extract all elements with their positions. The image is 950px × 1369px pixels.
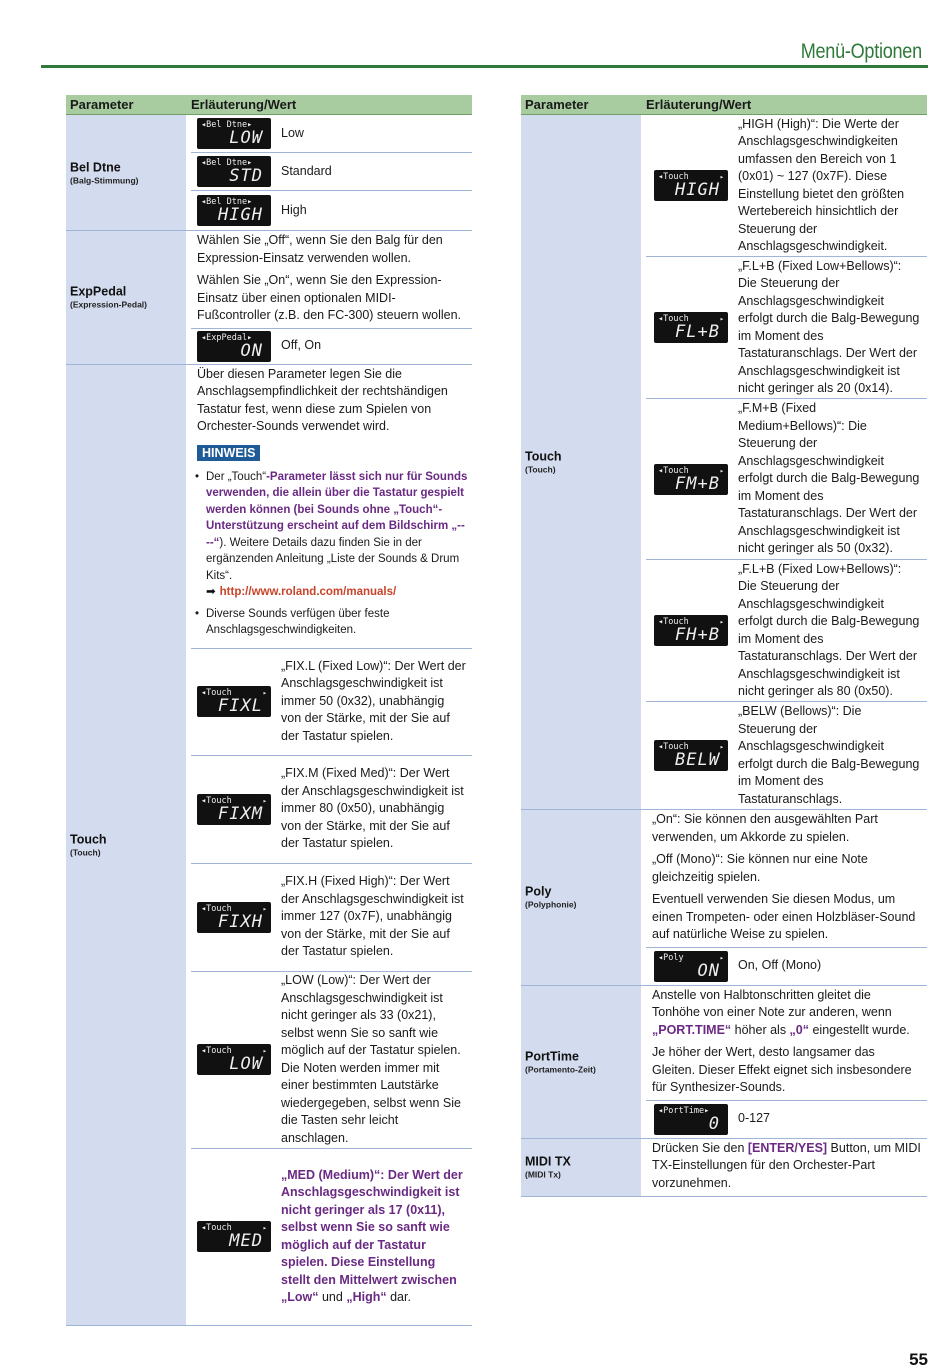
value-text: 0-127	[738, 1111, 770, 1126]
value-row	[646, 702, 927, 809]
description-paragraph: Eventuell verwenden Sie diesen Modus, um einen Trompeten- oder einen Holzbläser-Sound auf natürliche Weise zu spielen.	[652, 892, 916, 941]
param-desc-cell	[646, 986, 927, 1138]
lcd-display: ◂Touch ▸ FIXM	[197, 794, 271, 825]
value-text: „FIX.H (Fixed High)“: Der Wert der Anschlagsgeschwindigkeit ist immer 127 (0x7F), unabhängig von der Stärke, mit der Sie auf der Tastatur spielen.	[281, 874, 464, 959]
lcd-display: ◂Poly ▸ ON	[654, 951, 728, 982]
param-subname: (Balg-Stimmung)	[70, 175, 139, 185]
param-name-cell	[521, 810, 641, 985]
lcd-display: ◂Touch ▸ FH+B	[654, 615, 728, 646]
value-text: „F.L+B (Fixed Low+Bellows)“: Die Steuerung der Anschlagsgeschwindigkeit erfolgt durch die Balg-Bewegung im Moment des Tastaturanschlags. Der Wert der Anschlagsgeschwindigkeit ist nicht geringer als 20 (0x14).	[738, 258, 920, 395]
lcd-display: ◂ExpPedal▸ ON	[197, 331, 271, 362]
value-text: „FIX.M (Fixed Med)“: Der Wert der Anschlagsgeschwindigkeit ist immer 80 (0x50), unabhängig von der Stärke, mit der Sie auf der Tastatur spielen.	[281, 766, 464, 851]
value-row	[191, 972, 472, 1149]
note-item: • Diverse Sounds verfügen über feste Anschlagsgeschwindigkeiten.	[206, 606, 468, 639]
page-header-title: Menü-Optionen	[800, 40, 922, 63]
param-name: Touch	[70, 832, 107, 846]
param-name-cell	[521, 986, 641, 1138]
value-row	[646, 560, 927, 702]
param-subname: (Expression-Pedal)	[70, 299, 147, 310]
param-subname: (Touch)	[525, 464, 556, 475]
description-paragraph: Über diesen Parameter legen Sie die Anschlagsempfindlichkeit der rechtshändigen Tastatur fest, wenn diese zum Spielen von Orchester-Sounds verwendet wird.	[197, 366, 448, 433]
param-row-touch	[66, 365, 472, 1326]
value-row	[191, 115, 472, 153]
lcd-display: ◂Touch ▸ BELW	[654, 740, 728, 771]
param-name: MIDI TX	[525, 1154, 571, 1169]
value-text: „F.M+B (Fixed Medium+Bellows)“: Die Steuerung der Anschlagsgeschwindigkeit erfolgt durch die Balg-Bewegung im Moment des Tastaturanschlags. Der Wert der Anschlagsgeschwindigkeit ist nicht geringer als 50 (0x32).	[738, 401, 920, 556]
value-row	[646, 115, 927, 257]
param-name: Poly	[525, 884, 552, 899]
description-paragraph: „On“: Sie können den ausgewählten Part verwenden, um Akkorde zu spielen.	[652, 812, 878, 844]
param-subname: (MIDI Tx)	[525, 1169, 561, 1180]
description-paragraph: Wählen Sie „On“, wenn Sie den Expression-Einsatz über einen optionalen MIDI-Fußcontroller (z.B. den FC-300) steuern wollen.	[197, 273, 461, 322]
param-desc-cell	[646, 1139, 927, 1197]
lcd-display: ◂Bel Dtne▸ HIGH	[197, 195, 271, 226]
lcd-display: ◂Touch ▸ FIXH	[197, 902, 271, 933]
value-row	[646, 399, 927, 560]
header-parameter: Parameter	[525, 97, 589, 112]
value-row	[191, 153, 472, 191]
lcd-display: ◂Touch ▸ FL+B	[654, 312, 728, 343]
lcd-display: ◂PortTime▸ 0	[654, 1104, 728, 1135]
value-text: „LOW (Low)“: Der Wert der Anschlagsgeschwindigkeit ist nicht geringer als 33 (0x21), selbst wenn Sie so sanft wie möglich auf der Tastatur spielen. Die Noten werden immer mit einer bestimmten Lautstärke wiedergegeben, selbst wenn Sie die Tasten sehr leicht anschlagen.	[281, 973, 461, 1145]
param-name: Touch	[525, 449, 562, 464]
value-row	[191, 1149, 472, 1325]
description-block	[191, 365, 472, 649]
description-paragraph: „Off (Mono)“: Sie können nur eine Note gleichzeitig spielen.	[652, 852, 868, 884]
param-row-exppedal	[66, 231, 472, 365]
value-row	[191, 329, 472, 364]
lcd-display: ◂Bel Dtne▸ LOW	[197, 118, 271, 149]
param-row-midi-tx	[521, 1139, 927, 1198]
left-parameter-table	[66, 95, 472, 1326]
lcd-display: ◂Touch ▸ FM+B	[654, 464, 728, 495]
right-parameter-table	[521, 95, 927, 1197]
value-text: High	[281, 202, 307, 217]
value-row	[646, 1101, 927, 1138]
param-name: ExpPedal	[70, 284, 127, 299]
table-header	[521, 95, 927, 115]
lcd-display: ◂Touch ▸ HIGH	[654, 170, 728, 201]
param-row-porttime	[521, 986, 927, 1139]
param-desc-cell	[646, 115, 927, 809]
table-header	[66, 95, 472, 115]
param-name: PortTime	[525, 1049, 579, 1063]
page-number: 55	[909, 1350, 928, 1369]
header-parameter: Parameter	[70, 97, 134, 112]
description-block	[646, 986, 927, 1101]
param-name-cell	[521, 115, 641, 809]
value-row	[646, 257, 927, 399]
description-block	[191, 231, 472, 329]
value-row	[191, 191, 472, 230]
param-name-cell	[66, 231, 186, 364]
param-row-poly	[521, 810, 927, 986]
description-paragraph: Je höher der Wert, desto langsamer das Gleiten. Dieser Effekt eignet sich insbesondere für Synthesizer-Sounds.	[652, 1045, 912, 1094]
param-row-bel-dtne	[66, 115, 472, 231]
header-description: Erläuterung/Wert	[646, 97, 752, 112]
value-text: Standard	[281, 163, 332, 178]
param-subname: (Polyphonie)	[525, 899, 577, 910]
notes-list	[196, 469, 472, 648]
arrow-right-icon: ➡	[206, 586, 216, 598]
value-text: Off, On	[281, 338, 322, 353]
param-name: Bel Dtne	[70, 160, 121, 174]
value-row	[191, 864, 472, 972]
value-text: „BELW (Bellows)“: Die Steuerung der Anschlagsgeschwindigkeit erfolgt durch die Balg-Bewegung im Moment des Tastaturanschlags.	[738, 704, 920, 806]
description-paragraph: Drücken Sie den [ENTER/YES] Button, um MIDI TX-Einstellungen für den Orchester-Part vorzunehmen.	[652, 1140, 921, 1190]
lcd-display: ◂Touch ▸ LOW	[197, 1044, 271, 1075]
header-rule	[41, 65, 928, 68]
lcd-display: ◂Touch ▸ FIXL	[197, 686, 271, 717]
value-row	[191, 649, 472, 756]
param-desc-cell	[191, 231, 472, 364]
lcd-display: ◂Touch ▸ MED	[197, 1221, 271, 1252]
value-text: „HIGH (High)“: Die Werte der Anschlagsgeschwindigkeiten umfassen den Bereich von 1 (0x01) ~ 127 (0x7F). Diese Einstellung bietet den größten Wertebereich hinsichtlich der Steuerung der Anschlagsgeschwindigkeit.	[738, 116, 905, 253]
value-text: On, Off (Mono)	[738, 958, 822, 973]
description-paragraph: Wählen Sie „Off“, wenn Sie den Balg für den Expression-Einsatz verwenden wollen.	[197, 233, 443, 265]
lcd-display: ◂Bel Dtne▸ STD	[197, 156, 271, 187]
hinweis-badge: HINWEIS	[197, 445, 260, 461]
note-item: • Der „Touch“-Parameter lässt sich nur für Sounds verwenden, die allein über die Tastatur gespielt werden können (bei Sounds ohne „Touch“-Unterstützung erscheint auf dem Bildschirm „----“). Weitere Details dazu finden Sie in der ergänzenden Anleitung „Liste der Sounds & Drum Kits“. ➡ http://www.roland.com/manuals/	[206, 469, 468, 601]
description-block	[646, 810, 927, 948]
header-description: Erläuterung/Wert	[191, 97, 297, 112]
value-row	[646, 948, 927, 985]
value-text: Low	[281, 125, 304, 140]
description-paragraph: Anstelle von Halbtonschritten gleitet die Tonhöhe von einer Note zur anderen, wenn „PORT.TIME“ höher als „0“ eingestellt wurde.	[652, 987, 910, 1037]
param-name-cell	[66, 115, 186, 230]
value-row	[191, 756, 472, 864]
value-text: „FIX.L (Fixed Low)“: Der Wert der Anschlagsgeschwindigkeit ist immer 50 (0x32), unabhängig von der Stärke, mit der Sie auf der Tastatur spielen.	[281, 658, 466, 743]
manuals-link[interactable]: http://www.roland.com/manuals/	[219, 586, 397, 598]
param-name-cell	[66, 365, 186, 1325]
value-text: „MED (Medium)“: Der Wert der Anschlagsgeschwindigkeit ist nicht geringer als 17 (0x11), selbst wenn Sie so sanft wie möglich auf der Tastatur spielen. Diese Einstellung stellt den Mittelwert zwischen „Low“ und „High“ dar.	[281, 1167, 463, 1304]
param-desc-cell	[191, 115, 472, 230]
param-subname: (Touch)	[70, 847, 101, 857]
param-row-touch	[521, 115, 927, 810]
param-desc-cell	[191, 365, 472, 1325]
param-desc-cell	[646, 810, 927, 985]
param-name-cell	[521, 1139, 641, 1197]
value-text: „F.L+B (Fixed Low+Bellows)“: Die Steuerung der Anschlagsgeschwindigkeit erfolgt durch die Balg-Bewegung im Moment des Tastaturanschlags. Der Wert der Anschlagsgeschwindigkeit ist nicht geringer als 80 (0x50).	[738, 561, 920, 698]
param-subname: (Portamento-Zeit)	[525, 1064, 596, 1074]
